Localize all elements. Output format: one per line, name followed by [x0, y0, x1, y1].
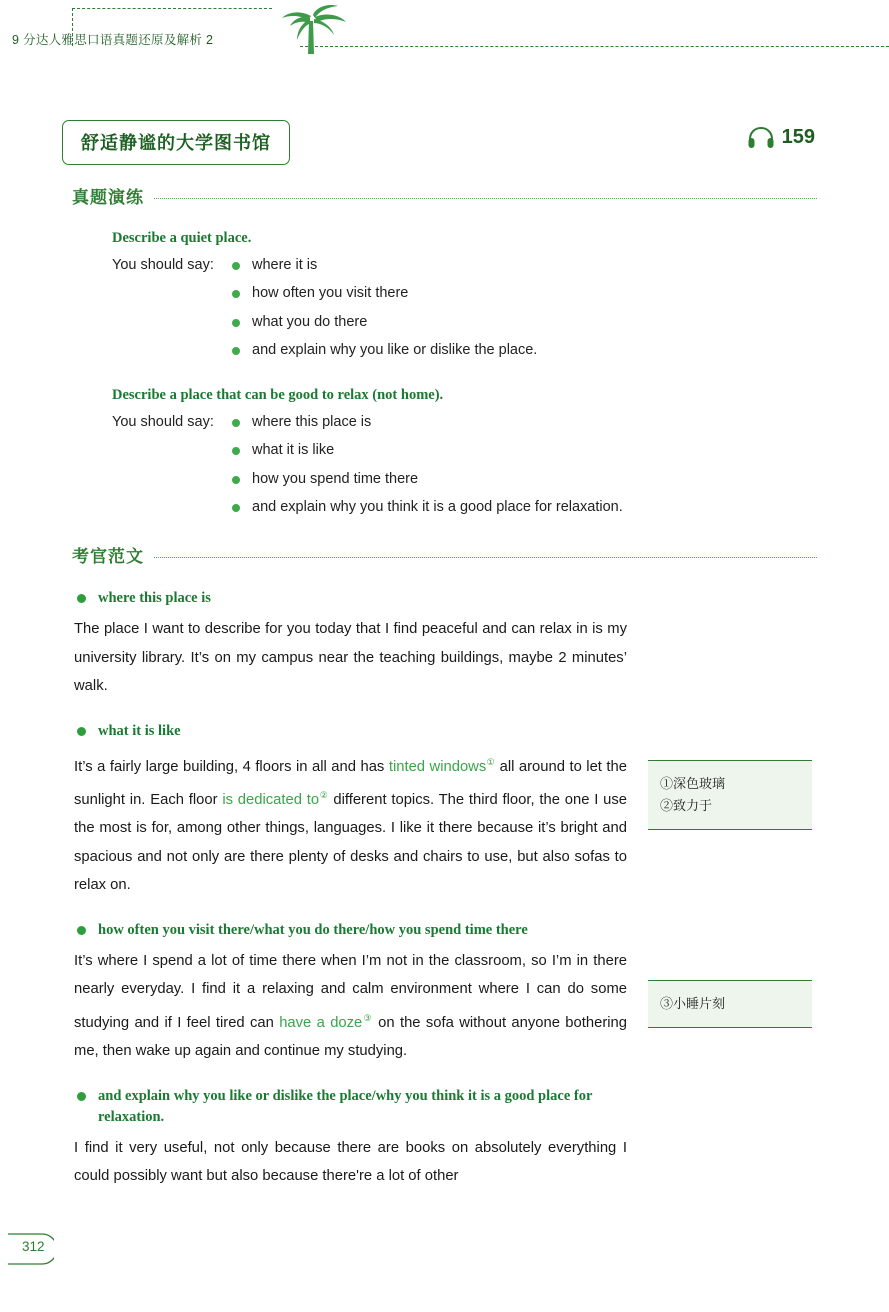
footnote-line: ②致力于 — [660, 798, 713, 813]
prompt-label-1: You should say: — [112, 257, 214, 273]
prompt-card-2 — [112, 387, 623, 528]
page-folio — [8, 1232, 54, 1266]
page-number: 312 — [22, 1239, 45, 1254]
list-item: how often you visit there — [230, 285, 537, 302]
lesson-title: 舒适静谧的大学图书馆 — [62, 120, 290, 165]
list-item: how you spend time there — [230, 471, 623, 488]
prompt-card-1 — [112, 230, 537, 371]
header-dashed-rule — [300, 46, 889, 47]
audio-track — [748, 126, 815, 149]
prompt-bullets-1 — [230, 257, 537, 371]
essay-heading-4: and explain why you like or dislike the place/why you think it is a good place for relaxation. — [74, 1086, 627, 1128]
essay-body — [74, 588, 627, 1211]
prompt-row-2 — [112, 414, 623, 528]
section-heading-practice-label: 真题演练 — [72, 188, 144, 207]
essay-highlight-dedicated-to: is dedicated to — [222, 791, 320, 808]
essay-text: all around to let the sunlight in. Each floor — [74, 758, 627, 808]
essay-paragraph-3 — [74, 947, 627, 1066]
list-item: and explain why you like or dislike the place. — [230, 342, 537, 359]
essay-text: on the sofa without anyone bothering me, then wake up again and continue my studying. — [74, 1014, 627, 1060]
prompt-title-1: Describe a quiet place. — [112, 230, 252, 246]
essay-paragraph-1: The place I want to describe for you today that I find peaceful and can relax in is my university library. It’s on my campus near the teaching buildings, maybe 2 minutes’ walk. — [74, 621, 627, 695]
essay-paragraph-2 — [74, 748, 627, 900]
running-title: 9 分达人雅思口语真题还原及解析 2 — [12, 33, 214, 47]
list-item: where it is — [230, 257, 537, 274]
essay-heading-3: how often you visit there/what you do there/how you spend time there — [74, 920, 627, 941]
essay-text: different topics. The third floor, the one I use the most is for, among other things, languages. I like it there because it’s bright and spacious and not only are there plenty of desks and chairs to use, but also sofas to relax on. — [74, 791, 627, 894]
prompt-title-2: Describe a place that can be good to relax (not home). — [112, 387, 444, 403]
essay-heading-2: what it is like — [74, 721, 627, 742]
section-rule — [154, 198, 817, 199]
list-item: and explain why you think it is a good place for relaxation. — [230, 499, 623, 516]
list-item: where this place is — [230, 414, 623, 431]
section-heading-practice — [72, 183, 817, 208]
section-heading-model-answer-label: 考官范文 — [72, 547, 144, 566]
section-heading-model-answer — [72, 542, 817, 567]
headphones-icon — [748, 127, 774, 149]
essay-paragraph-4: I find it very useful, not only because there are books on absolutely everything I could possibly want but also because there're a lot of other — [74, 1139, 627, 1185]
essay-text: It’s a fairly large building, 4 floors in all and has — [74, 758, 389, 775]
prompt-label-2: You should say: — [112, 414, 214, 430]
footnote-box-2 — [648, 980, 812, 1028]
footnote-marker-3: ③ — [362, 1012, 373, 1023]
footnote-marker-2: ② — [319, 789, 329, 800]
essay-highlight-have-a-doze: have a doze — [279, 1014, 363, 1031]
section-rule — [154, 557, 817, 558]
list-item: what it is like — [230, 442, 623, 459]
page-header — [0, 0, 889, 70]
footnote-marker-1: ① — [486, 756, 496, 767]
footnote-line: ①深色玻璃 — [660, 776, 726, 791]
essay-highlight-tinted-windows: tinted windows — [388, 758, 487, 775]
list-item: what you do there — [230, 314, 537, 331]
footnote-line: ③小睡片刻 — [660, 996, 726, 1011]
essay-text: It’s where I spend a lot of time there when I’m not in the classroom, so I’m in there nearly everyday. I find it a relaxing and calm environment where I can do some studying and if I feel tired can — [74, 952, 627, 1031]
palm-tree-icon — [270, 2, 356, 56]
footnote-box-1 — [648, 760, 812, 830]
essay-heading-1: where this place is — [74, 588, 627, 609]
prompt-bullets-2 — [230, 414, 623, 528]
audio-track-number: 159 — [781, 126, 815, 148]
prompt-row-1 — [112, 257, 537, 371]
